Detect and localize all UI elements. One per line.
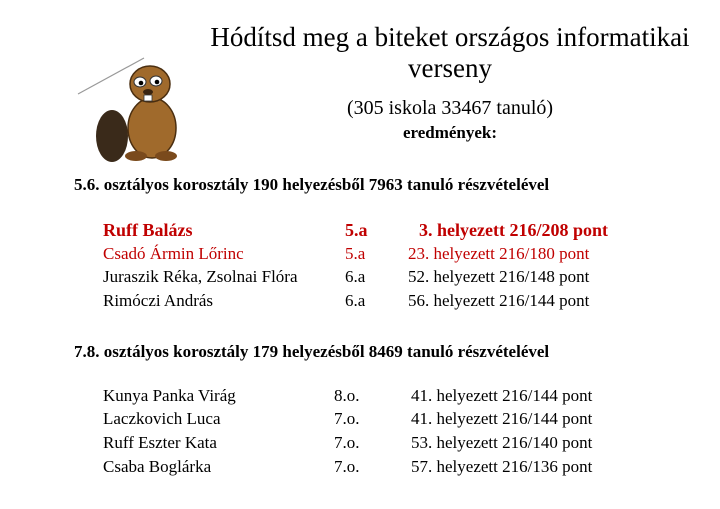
- student-name: Rimóczi András: [103, 291, 214, 310]
- student-name: Kunya Panka Virág: [103, 386, 236, 405]
- student-result: 41. helyezett 216/144 pont: [411, 409, 593, 428]
- group-1-heading: 5.6. osztályos korosztály 190 helyezésből 7963 tanuló részvételével: [74, 175, 550, 194]
- student-class: 7.o.: [334, 409, 360, 428]
- student-name: Csadó Ármin Lőrinc: [103, 244, 244, 263]
- student-result: 56. helyezett 216/144 pont: [408, 291, 590, 310]
- student-result: 23. helyezett 216/180 pont: [408, 244, 590, 263]
- student-class: 5.a: [345, 220, 368, 240]
- student-class: 8.o.: [334, 386, 360, 405]
- slide-title: Hódítsd meg a biteket országos informatikai verseny: [210, 22, 690, 83]
- student-name: Csaba Boglárka: [103, 457, 212, 476]
- student-name: Ruff Balázs: [103, 220, 193, 240]
- student-name: Juraszik Réka, Zsolnai Flóra: [103, 267, 298, 286]
- student-result: 52. helyezett 216/148 pont: [408, 267, 590, 286]
- results-label: eredmények:: [402, 123, 498, 142]
- student-result: 3. helyezett 216/208 pont: [419, 220, 608, 240]
- student-class: 5.a: [345, 244, 366, 263]
- student-class: 7.o.: [334, 433, 360, 452]
- student-result: 53. helyezett 216/140 pont: [411, 433, 593, 452]
- slide-subtitle: (305 iskola 33467 tanuló): [346, 97, 554, 119]
- student-name: Ruff Eszter Kata: [103, 433, 217, 452]
- student-class: 6.a: [345, 291, 366, 310]
- beaver-mascot-icon: [72, 48, 202, 168]
- student-result: 57. helyezett 216/136 pont: [411, 457, 593, 476]
- group-2-heading: 7.8. osztályos korosztály 179 helyezésből 8469 tanuló részvételével: [74, 342, 550, 361]
- student-result: 41. helyezett 216/144 pont: [411, 386, 593, 405]
- student-class: 6.a: [345, 267, 366, 286]
- student-name: Laczkovich Luca: [103, 409, 221, 428]
- student-class: 7.o.: [334, 457, 360, 476]
